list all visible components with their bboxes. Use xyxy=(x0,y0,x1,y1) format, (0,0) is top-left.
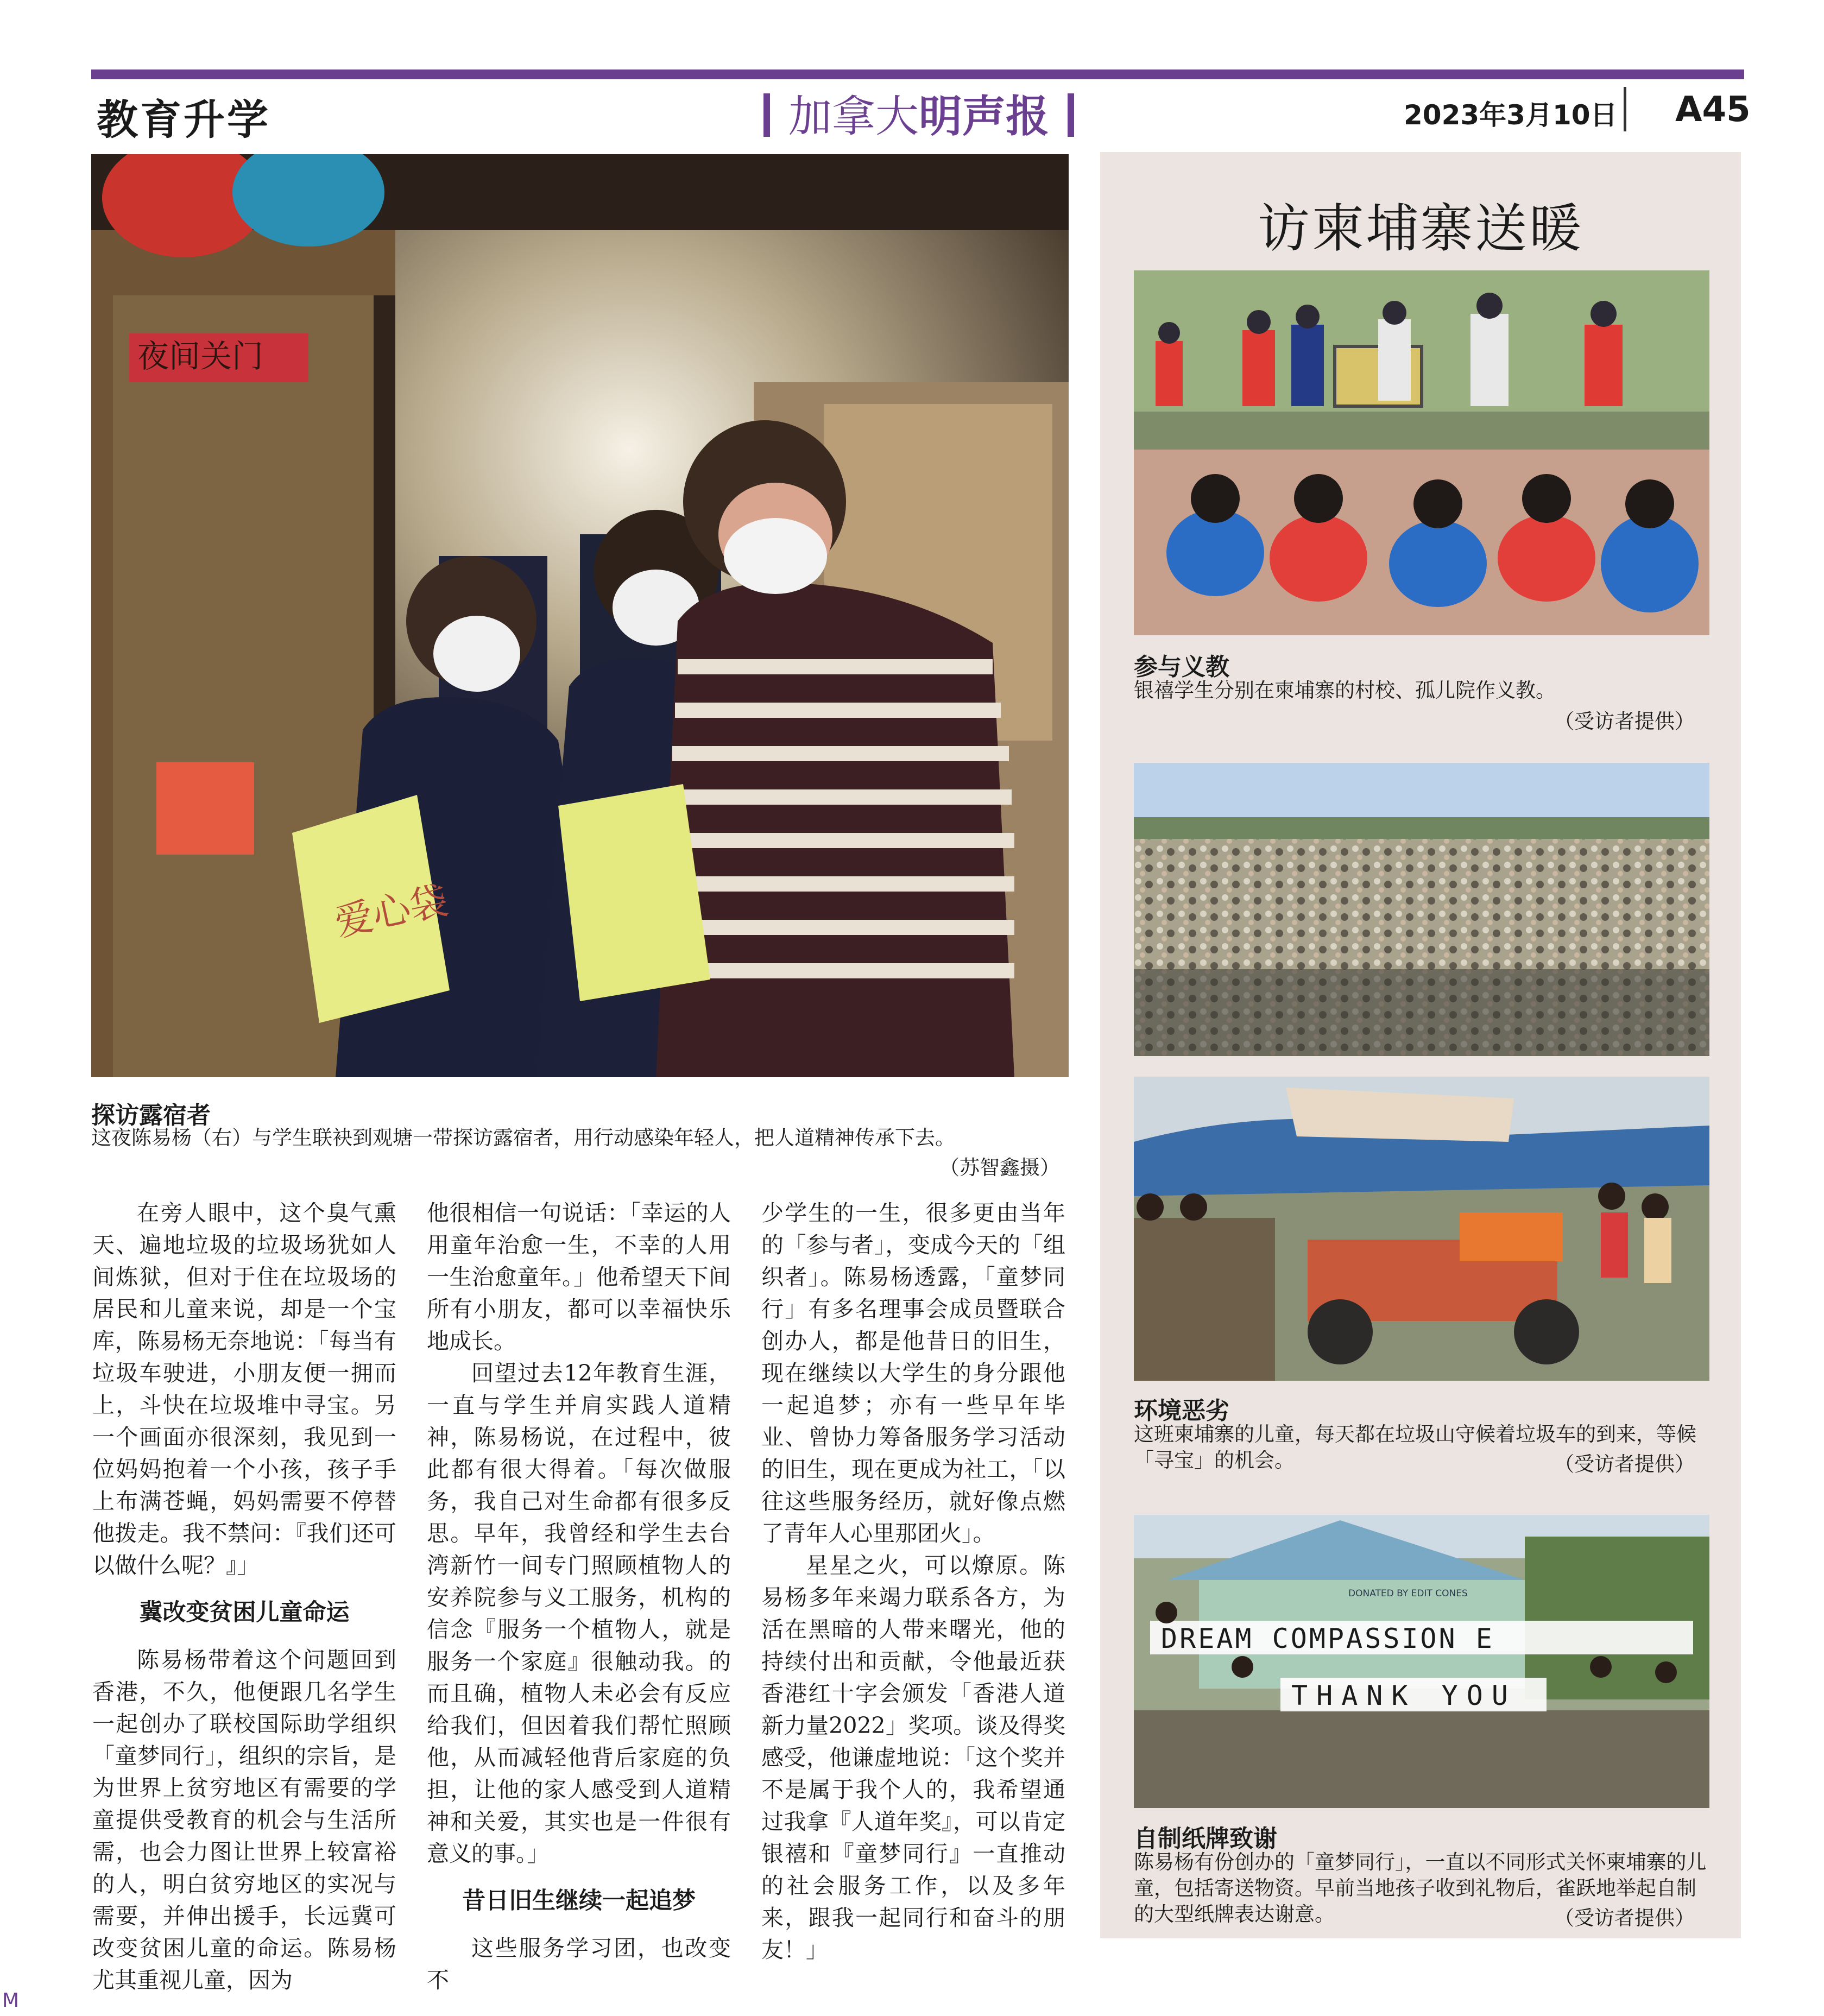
sidebar-caption-3-text: 这班柬埔寨的儿童，每天都在垃圾山守候着垃圾车的到来，等候「寻宝」的机会。 xyxy=(1134,1423,1696,1472)
article-column-3 xyxy=(761,1197,1065,1966)
bag-print-text: 爱心袋 xyxy=(331,877,452,945)
main-photo-caption-title: 探访露宿者 xyxy=(91,1102,211,1129)
sidebar-caption-3-credit: （受访者提供） xyxy=(1554,1452,1695,1476)
paragraph: 星星之火，可以燎原。陈易杨多年来竭力联系各方，为活在黑暗的人带来曙光，他的持续付出和贡献，令他最近获香港红十字会颁发「香港人道新力量2022」奖项。谈及得奖感受，他谦虚地说：「这个奖并不是属于我个人的，我希望通过我拿『人道年奖』，可以肯定银禧和『童梦同行』一直推动的社会服务工作，以及多年来，跟我一起同行和奋斗的朋友！」 xyxy=(761,1552,1065,1963)
header-rule xyxy=(91,69,1744,79)
sign-row-1: DREAM COMPASSION E xyxy=(1161,1623,1494,1654)
masthead-prefix: 加拿大 xyxy=(788,91,919,142)
sidebar-caption-4-text: 陈易杨有份创办的「童梦同行」，一直以不同形式关怀柬埔寨的儿童，包括寄送物资。早前当地孩子收到礼物后，雀跃地举起自制的大型纸牌表达谢意。 xyxy=(1134,1850,1707,1926)
sign-row-2: THANK YOU xyxy=(1291,1680,1517,1711)
sidebar-caption-4-title: 自制纸牌致谢 xyxy=(1134,1825,1277,1853)
main-photo-credit: （苏智鑫摄） xyxy=(939,1156,1060,1179)
subheading: 冀改变贫困儿童命运 xyxy=(139,1599,350,1626)
main-photo xyxy=(91,154,1069,1077)
sidebar-photo-teaching xyxy=(1134,270,1709,635)
sidebar-caption-1-title: 参与义教 xyxy=(1134,653,1229,681)
masthead-bar-left xyxy=(763,93,770,137)
paragraph: 在旁人眼中，这个臭气熏天、遍地垃圾的垃圾场犹如人间炼狱，但对于住在垃圾场的居民和儿童来说，却是一个宝库，陈易杨无奈地说：「每当有垃圾车驶进，小朋友便一拥而上，斗快在垃圾堆中寻宝。另一个画面亦很深刻，我见到一位妈妈抱着一个小孩，孩子手上布满苍蝇，妈妈需要不停替他拨走。我不禁问：『我们还可以做什么呢？』」 xyxy=(92,1200,396,1578)
building-text: DONATED BY EDIT CONES xyxy=(1348,1588,1468,1599)
sidebar-photo-thanks xyxy=(1134,1515,1709,1808)
masthead-bar-right xyxy=(1068,93,1074,137)
sidebar-caption-1-text: 银禧学生分别在柬埔寨的村校、孤儿院作义教。 xyxy=(1134,679,1556,702)
footer-mark: M xyxy=(2,1989,20,2012)
main-photo-caption-text: 这夜陈易杨（右）与学生联袂到观塘一带探访露宿者，用行动感染年轻人，把人道精神传承下去。 xyxy=(91,1126,955,1149)
article-column-1 xyxy=(92,1197,396,1996)
sidebar-photo-children xyxy=(1134,1077,1709,1381)
paragraph: 少学生的一生，很多更由当年的「参与者」，变成今天的「组织者」。陈易杨透露，「童梦同行」有多名理事会成员暨联合创办人，都是他昔日的旧生，现在继续以大学生的身分跟他一起追梦；亦有一些早年毕业、曾协力筹备服务学习活动的旧生，现在更成为社工，「以往这些服务经历，就好像点燃了青年人心里那团火」。 xyxy=(761,1200,1065,1546)
sidebar-caption-1-credit: （受访者提供） xyxy=(1554,710,1695,733)
header-divider xyxy=(1624,87,1626,131)
paragraph: 陈易杨带着这个问题回到香港，不久，他便跟几名学生一起创办了联校国际助学组织「童梦同行」，组织的宗旨，是为世界上贫穷地区有需要的学童提供受教育的机会与生活所需，也会力图让世界上较富裕的人，明白贫穷地区的实况与需要，并伸出援手，长远冀可改变贫困儿童的命运。陈易杨尤其重视儿童，因为 xyxy=(92,1647,396,1993)
article-column-2 xyxy=(427,1197,731,1996)
section-title: 教育升学 xyxy=(97,96,270,144)
masthead-name: 明声报 xyxy=(919,91,1049,142)
sidebar-caption-4-credit: （受访者提供） xyxy=(1554,1906,1695,1930)
shop-sign-text: 夜间关门 xyxy=(137,338,264,375)
page-number: A45 xyxy=(1675,90,1751,130)
subheading: 昔日旧生继续一起追梦 xyxy=(462,1887,696,1914)
paragraph: 回望过去12年教育生涯，一直与学生并肩实践人道精神，陈易杨说，在过程中，彼此都有很大得着。「每次做服务，我自己对生命都有很多反思。早年，我曾经和学生去台湾新竹一间专门照顾植物人的安养院参与义工服务，机构的信念『服务一个植物人，就是服务一个家庭』很触动我。的而且确，植物人未必会有反应给我们，但因着我们帮忙照顾他，从而减轻他背后家庭的负担，让他的家人感受到人道精神和关爱，其实也是一件很有意义的事。」 xyxy=(427,1360,731,1867)
masthead xyxy=(745,81,1093,144)
paragraph: 这些服务学习团，也改变不 xyxy=(427,1935,731,1993)
sidebar-caption-3-title: 环境恶劣 xyxy=(1134,1397,1229,1425)
paragraph: 他很相信一句说话：「幸运的人用童年治愈一生，不幸的人用一生治愈童年。」他希望天下间所有小朋友，都可以幸福快乐地成长。 xyxy=(427,1200,731,1354)
sidebar-photo-landfill xyxy=(1134,763,1709,1056)
issue-date: 2023年3月10日 xyxy=(1404,99,1618,131)
sidebar-title: 访柬埔寨送暖 xyxy=(1258,198,1583,259)
